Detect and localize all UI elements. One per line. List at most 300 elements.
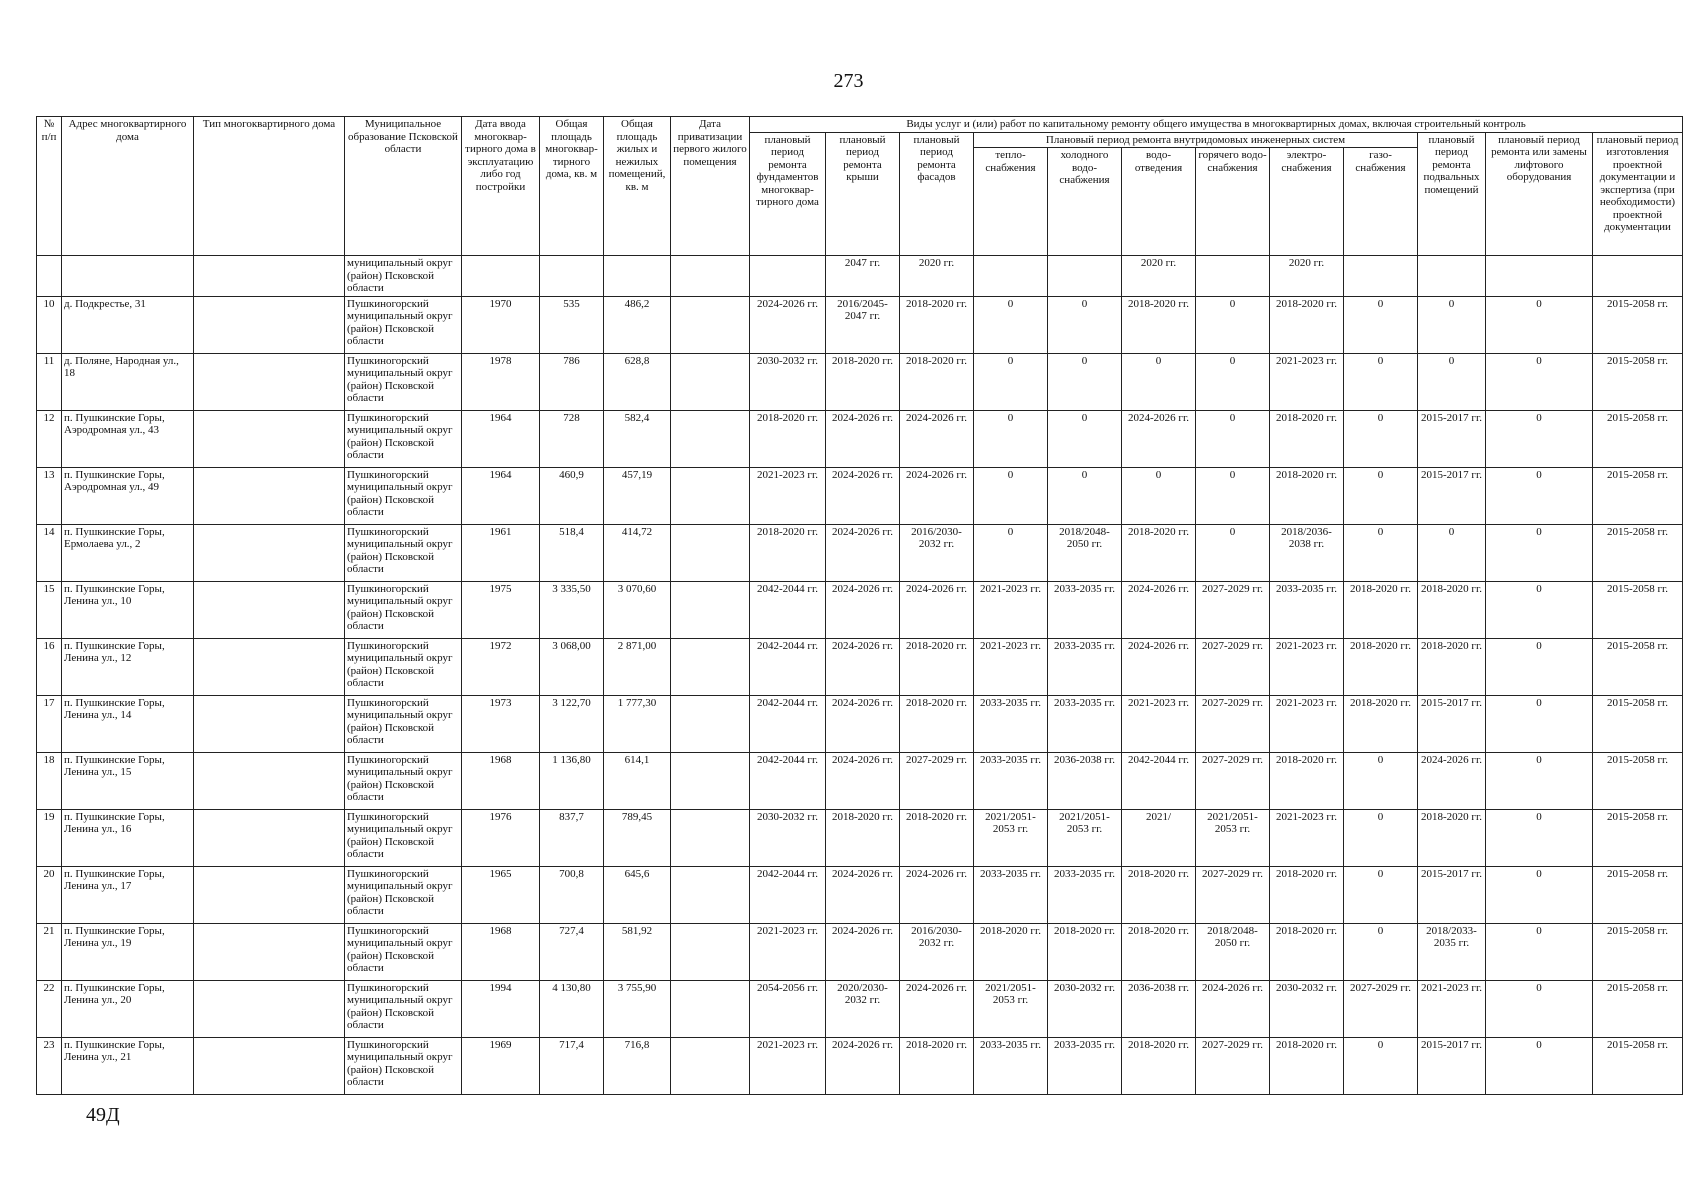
cell-foundation: 2054-2056 гг. <box>750 980 826 1037</box>
cell-total-area: 4 130,80 <box>540 980 604 1037</box>
cell-type <box>194 866 345 923</box>
cell-basement: 2024-2026 гг. <box>1418 752 1486 809</box>
cell-gas: 0 <box>1344 467 1418 524</box>
cell-heat: 2021/2051-2053 гг. <box>974 809 1048 866</box>
cell-elevator: 0 <box>1486 296 1593 353</box>
cell-foundation: 2030-2032 гг. <box>750 809 826 866</box>
table-row <box>37 866 1683 923</box>
cell-elevator: 0 <box>1486 1037 1593 1094</box>
cell-design: 2015-2058 гг. <box>1593 866 1683 923</box>
cell-basement: 2018-2020 гг. <box>1418 638 1486 695</box>
table-row <box>37 353 1683 410</box>
cell-address: п. Пушкинские Горы, Ленина ул., 20 <box>62 980 194 1037</box>
cell-living-area: 614,1 <box>604 752 671 809</box>
cell-basement: 2015-2017 гг. <box>1418 467 1486 524</box>
cell-privatization <box>671 866 750 923</box>
document-code: 49Д <box>86 1104 120 1126</box>
table-row <box>37 581 1683 638</box>
header-design: плановый период изготовления проектной документации и экспертиза (при необходимости) проектной документации <box>1593 132 1683 256</box>
cell-date: 1978 <box>462 353 540 410</box>
cell-roof: 2024-2026 гг. <box>826 752 900 809</box>
cell-municipality: Пушкиногорский муниципальный округ (район) Псковской области <box>345 809 462 866</box>
cell-drainage: 2020 гг. <box>1122 256 1196 297</box>
cell-total-area: 728 <box>540 410 604 467</box>
table-row <box>37 1037 1683 1094</box>
header-roof: плановый период ремонта крыши <box>826 132 900 256</box>
cell-num: 10 <box>37 296 62 353</box>
cell-electric: 2021-2023 гг. <box>1270 353 1344 410</box>
cell-drainage: 2042-2044 гг. <box>1122 752 1196 809</box>
header-electric: электро-снабжения <box>1270 148 1344 256</box>
cell-privatization <box>671 296 750 353</box>
cell-privatization <box>671 410 750 467</box>
cell-address: п. Пушкинские Горы, Ленина ул., 19 <box>62 923 194 980</box>
header-cold-water: холодного водо-снабжения <box>1048 148 1122 256</box>
cell-facade: 2018-2020 гг. <box>900 1037 974 1094</box>
cell-municipality: Пушкиногорский муниципальный округ (район) Псковской области <box>345 410 462 467</box>
table-row <box>37 524 1683 581</box>
cell-num: 11 <box>37 353 62 410</box>
cell-gas: 0 <box>1344 809 1418 866</box>
capital-repair-table <box>36 116 1683 1095</box>
cell-cold-water: 2021/2051-2053 гг. <box>1048 809 1122 866</box>
cell-living-area: 581,92 <box>604 923 671 980</box>
header-systems: Плановый период ремонта внутридомовых инженерных систем <box>974 132 1418 148</box>
cell-hot-water: 2018/2048-2050 гг. <box>1196 923 1270 980</box>
cell-total-area: 460,9 <box>540 467 604 524</box>
cell-living-area: 628,8 <box>604 353 671 410</box>
cell-address: д. Подкрестье, 31 <box>62 296 194 353</box>
cell-elevator: 0 <box>1486 809 1593 866</box>
cell-roof: 2018-2020 гг. <box>826 809 900 866</box>
cell-elevator: 0 <box>1486 752 1593 809</box>
cell-num: 16 <box>37 638 62 695</box>
cell-design: 2015-2058 гг. <box>1593 296 1683 353</box>
cell-num: 22 <box>37 980 62 1037</box>
cell-roof: 2020/2030-2032 гг. <box>826 980 900 1037</box>
table-row <box>37 809 1683 866</box>
cell-date: 1975 <box>462 581 540 638</box>
table-row <box>37 923 1683 980</box>
cell-hot-water: 2024-2026 гг. <box>1196 980 1270 1037</box>
cell-elevator: 0 <box>1486 923 1593 980</box>
cell-drainage: 2018-2020 гг. <box>1122 1037 1196 1094</box>
cell-gas: 0 <box>1344 923 1418 980</box>
cell-basement: 2021-2023 гг. <box>1418 980 1486 1037</box>
cell-elevator: 0 <box>1486 353 1593 410</box>
cell-roof: 2024-2026 гг. <box>826 638 900 695</box>
cell-municipality: Пушкиногорский муниципальный округ (район) Псковской области <box>345 467 462 524</box>
cell-roof: 2024-2026 гг. <box>826 581 900 638</box>
cell-gas: 2018-2020 гг. <box>1344 581 1418 638</box>
cell-elevator: 0 <box>1486 695 1593 752</box>
cell-hot-water: 2027-2029 гг. <box>1196 1037 1270 1094</box>
cell-municipality: Пушкиногорский муниципальный округ (район) Псковской области <box>345 1037 462 1094</box>
cell-cold-water: 2033-2035 гг. <box>1048 695 1122 752</box>
cell-municipality: Пушкиногорский муниципальный округ (район) Псковской области <box>345 353 462 410</box>
cell-elevator: 0 <box>1486 980 1593 1037</box>
cell-drainage: 2018-2020 гг. <box>1122 866 1196 923</box>
cell-address: п. Пушкинские Горы, Ленина ул., 12 <box>62 638 194 695</box>
cell-heat: 0 <box>974 353 1048 410</box>
cell-num: 19 <box>37 809 62 866</box>
cell-total-area: 3 068,00 <box>540 638 604 695</box>
cell-privatization <box>671 752 750 809</box>
cell-roof: 2024-2026 гг. <box>826 1037 900 1094</box>
cell-total-area: 700,8 <box>540 866 604 923</box>
cell-foundation: 2042-2044 гг. <box>750 866 826 923</box>
cell-date: 1968 <box>462 752 540 809</box>
cell-facade: 2024-2026 гг. <box>900 980 974 1037</box>
cell-num: 23 <box>37 1037 62 1094</box>
cell-total-area: 717,4 <box>540 1037 604 1094</box>
cell-elevator: 0 <box>1486 524 1593 581</box>
header-foundation: плановый период ремонта фундаментов многоквар-тирного дома <box>750 132 826 256</box>
cell-heat: 0 <box>974 524 1048 581</box>
continuation-row <box>37 256 1683 297</box>
cell-living-area: 3 070,60 <box>604 581 671 638</box>
cell-facade: 2024-2026 гг. <box>900 866 974 923</box>
cell-municipality: Пушкиногорский муниципальный округ (район) Псковской области <box>345 980 462 1037</box>
cell-facade: 2016/2030-2032 гг. <box>900 524 974 581</box>
header-privatization: Дата приватизации первого жилого помещения <box>671 117 750 256</box>
cell-total-area: 727,4 <box>540 923 604 980</box>
cell-municipality: Пушкиногорский муниципальный округ (район) Псковской области <box>345 638 462 695</box>
cell-privatization <box>671 524 750 581</box>
cell-cold-water: 2033-2035 гг. <box>1048 638 1122 695</box>
header-gas: газо-снабжения <box>1344 148 1418 256</box>
cell-heat: 0 <box>974 296 1048 353</box>
cell-electric: 2033-2035 гг. <box>1270 581 1344 638</box>
cell-privatization <box>671 467 750 524</box>
header-date: Дата ввода многоквар-тирного дома в эксплуатацию либо год постройки <box>462 117 540 256</box>
cell-foundation: 2021-2023 гг. <box>750 467 826 524</box>
cell-basement: 2018/2033-2035 гг. <box>1418 923 1486 980</box>
cell-roof: 2016/2045-2047 гг. <box>826 296 900 353</box>
cell-type <box>194 353 345 410</box>
cell-address: п. Пушкинские Горы, Аэродромная ул., 43 <box>62 410 194 467</box>
cell-foundation: 2021-2023 гг. <box>750 923 826 980</box>
cell-heat: 2021-2023 гг. <box>974 581 1048 638</box>
cell-num: 12 <box>37 410 62 467</box>
cell-total-area: 3 122,70 <box>540 695 604 752</box>
cell-type <box>194 980 345 1037</box>
header-municipality: Муниципальное образование Псковской области <box>345 117 462 256</box>
cell-total-area: 786 <box>540 353 604 410</box>
cell-address: п. Пушкинские Горы, Ленина ул., 14 <box>62 695 194 752</box>
cell-type <box>194 638 345 695</box>
cell-design: 2015-2058 гг. <box>1593 752 1683 809</box>
cell-living-area: 789,45 <box>604 809 671 866</box>
cell-heat: 0 <box>974 467 1048 524</box>
cell-living-area: 716,8 <box>604 1037 671 1094</box>
cell-living-area: 486,2 <box>604 296 671 353</box>
cell-municipality: Пушкиногорский муниципальный округ (район) Псковской области <box>345 866 462 923</box>
cell-date: 1973 <box>462 695 540 752</box>
cell-electric: 2021-2023 гг. <box>1270 809 1344 866</box>
cell-privatization <box>671 353 750 410</box>
cell-cold-water: 2018/2048-2050 гг. <box>1048 524 1122 581</box>
cell-cold-water: 2030-2032 гг. <box>1048 980 1122 1037</box>
table-row <box>37 695 1683 752</box>
cell-hot-water: 0 <box>1196 467 1270 524</box>
cell-drainage: 2021-2023 гг. <box>1122 695 1196 752</box>
cell-design: 2015-2058 гг. <box>1593 809 1683 866</box>
cell-cold-water: 2033-2035 гг. <box>1048 866 1122 923</box>
cell-foundation: 2042-2044 гг. <box>750 581 826 638</box>
cell-address: п. Пушкинские Горы, Ленина ул., 10 <box>62 581 194 638</box>
cell-date: 1969 <box>462 1037 540 1094</box>
cell-drainage: 2018-2020 гг. <box>1122 524 1196 581</box>
cell-privatization <box>671 695 750 752</box>
cell-basement: 0 <box>1418 296 1486 353</box>
cell-basement: 2015-2017 гг. <box>1418 1037 1486 1094</box>
cell-electric: 2020 гг. <box>1270 256 1344 297</box>
cell-foundation: 2021-2023 гг. <box>750 1037 826 1094</box>
cell-basement: 2015-2017 гг. <box>1418 410 1486 467</box>
cell-type <box>194 695 345 752</box>
cell-roof: 2024-2026 гг. <box>826 410 900 467</box>
cell-heat: 2033-2035 гг. <box>974 866 1048 923</box>
page-number: 273 <box>833 70 864 92</box>
cell-living-area: 3 755,90 <box>604 980 671 1037</box>
cell-roof: 2024-2026 гг. <box>826 467 900 524</box>
cell-living-area: 582,4 <box>604 410 671 467</box>
cell-num: 15 <box>37 581 62 638</box>
header-num: № п/п <box>37 117 62 256</box>
cell-basement: 2018-2020 гг. <box>1418 809 1486 866</box>
cell-cold-water: 2036-2038 гг. <box>1048 752 1122 809</box>
cell-drainage: 2018-2020 гг. <box>1122 923 1196 980</box>
cell-drainage: 2024-2026 гг. <box>1122 638 1196 695</box>
cell-design: 2015-2058 гг. <box>1593 695 1683 752</box>
cell-basement: 2018-2020 гг. <box>1418 581 1486 638</box>
cell-drainage: 2021/ <box>1122 809 1196 866</box>
cell-facade: 2016/2030-2032 гг. <box>900 923 974 980</box>
cell-privatization <box>671 1037 750 1094</box>
cell-elevator: 0 <box>1486 638 1593 695</box>
cell-drainage: 0 <box>1122 353 1196 410</box>
cell-total-area: 1 136,80 <box>540 752 604 809</box>
cell-date: 1964 <box>462 410 540 467</box>
cell-hot-water: 2027-2029 гг. <box>1196 695 1270 752</box>
cell-date: 1994 <box>462 980 540 1037</box>
cell-foundation: 2018-2020 гг. <box>750 410 826 467</box>
table-row <box>37 467 1683 524</box>
cell-date: 1961 <box>462 524 540 581</box>
cell-gas: 0 <box>1344 866 1418 923</box>
cell-privatization <box>671 581 750 638</box>
cell-hot-water: 2027-2029 гг. <box>1196 638 1270 695</box>
cell-type <box>194 410 345 467</box>
cell-hot-water: 0 <box>1196 353 1270 410</box>
cell-basement: 0 <box>1418 524 1486 581</box>
table-row <box>37 752 1683 809</box>
cell-basement: 0 <box>1418 353 1486 410</box>
cell-num: 21 <box>37 923 62 980</box>
cell-electric: 2030-2032 гг. <box>1270 980 1344 1037</box>
table-row <box>37 980 1683 1037</box>
cell-address: п. Пушкинские Горы, Ленина ул., 15 <box>62 752 194 809</box>
cell-elevator: 0 <box>1486 467 1593 524</box>
cell-elevator: 0 <box>1486 866 1593 923</box>
cell-gas: 2018-2020 гг. <box>1344 638 1418 695</box>
table-row <box>37 638 1683 695</box>
cell-cold-water: 0 <box>1048 353 1122 410</box>
cell-drainage: 2036-2038 гг. <box>1122 980 1196 1037</box>
cell-electric: 2018-2020 гг. <box>1270 467 1344 524</box>
cell-facade: 2018-2020 гг. <box>900 353 974 410</box>
header-address: Адрес многоквартирного дома <box>62 117 194 256</box>
cell-hot-water: 0 <box>1196 524 1270 581</box>
cell-num: 17 <box>37 695 62 752</box>
cell-facade: 2020 гг. <box>900 256 974 297</box>
cell-design: 2015-2058 гг. <box>1593 410 1683 467</box>
header-hot-water: горячего водо-снабжения <box>1196 148 1270 256</box>
cell-municipality: муниципальный округ (район) Псковской области <box>345 256 462 297</box>
cell-cold-water: 2018-2020 гг. <box>1048 923 1122 980</box>
cell-electric: 2021-2023 гг. <box>1270 638 1344 695</box>
cell-facade: 2018-2020 гг. <box>900 638 974 695</box>
cell-privatization <box>671 638 750 695</box>
cell-hot-water: 0 <box>1196 410 1270 467</box>
cell-elevator: 0 <box>1486 410 1593 467</box>
cell-gas: 0 <box>1344 410 1418 467</box>
cell-facade: 2027-2029 гг. <box>900 752 974 809</box>
header-services: Виды услуг и (или) работ по капитальному ремонту общего имущества в многоквартирных домах, включая строительный контроль <box>750 117 1683 133</box>
cell-electric: 2018-2020 гг. <box>1270 866 1344 923</box>
cell-heat: 2021-2023 гг. <box>974 638 1048 695</box>
cell-drainage: 2018-2020 гг. <box>1122 296 1196 353</box>
cell-gas: 2027-2029 гг. <box>1344 980 1418 1037</box>
header-heat: тепло-снабжения <box>974 148 1048 256</box>
cell-municipality: Пушкиногорский муниципальный округ (район) Псковской области <box>345 923 462 980</box>
cell-roof: 2024-2026 гг. <box>826 923 900 980</box>
cell-heat: 2033-2035 гг. <box>974 1037 1048 1094</box>
cell-type <box>194 1037 345 1094</box>
header-total-area: Общая площадь многоквар-тирного дома, кв. м <box>540 117 604 256</box>
cell-electric: 2018-2020 гг. <box>1270 1037 1344 1094</box>
cell-hot-water: 2021/2051-2053 гг. <box>1196 809 1270 866</box>
cell-type <box>194 752 345 809</box>
cell-date: 1965 <box>462 866 540 923</box>
cell-type <box>194 923 345 980</box>
cell-gas: 0 <box>1344 296 1418 353</box>
cell-roof: 2047 гг. <box>826 256 900 297</box>
cell-address: п. Пушкинские Горы, Ленина ул., 17 <box>62 866 194 923</box>
cell-address: д. Поляне, Народная ул., 18 <box>62 353 194 410</box>
cell-basement: 2015-2017 гг. <box>1418 695 1486 752</box>
cell-foundation: 2042-2044 гг. <box>750 638 826 695</box>
cell-privatization <box>671 980 750 1037</box>
cell-heat: 2033-2035 гг. <box>974 752 1048 809</box>
cell-gas: 0 <box>1344 353 1418 410</box>
cell-gas: 0 <box>1344 1037 1418 1094</box>
cell-date: 1964 <box>462 467 540 524</box>
table-row <box>37 410 1683 467</box>
cell-design: 2015-2058 гг. <box>1593 524 1683 581</box>
cell-drainage: 0 <box>1122 467 1196 524</box>
cell-design: 2015-2058 гг. <box>1593 353 1683 410</box>
cell-hot-water: 2027-2029 гг. <box>1196 752 1270 809</box>
cell-municipality: Пушкиногорский муниципальный округ (район) Псковской области <box>345 524 462 581</box>
cell-type <box>194 581 345 638</box>
cell-date: 1976 <box>462 809 540 866</box>
cell-hot-water: 2027-2029 гг. <box>1196 581 1270 638</box>
cell-living-area: 1 777,30 <box>604 695 671 752</box>
cell-total-area: 837,7 <box>540 809 604 866</box>
cell-electric: 2018-2020 гг. <box>1270 752 1344 809</box>
cell-heat: 2021/2051-2053 гг. <box>974 980 1048 1037</box>
cell-cold-water: 0 <box>1048 467 1122 524</box>
cell-design: 2015-2058 гг. <box>1593 638 1683 695</box>
cell-foundation: 2030-2032 гг. <box>750 353 826 410</box>
header-basement: плановый период ремонта подвальных помещений <box>1418 132 1486 256</box>
cell-facade: 2018-2020 гг. <box>900 809 974 866</box>
cell-heat: 0 <box>974 410 1048 467</box>
header-facade: плановый период ремонта фасадов <box>900 132 974 256</box>
cell-gas: 0 <box>1344 524 1418 581</box>
cell-facade: 2018-2020 гг. <box>900 695 974 752</box>
cell-date: 1970 <box>462 296 540 353</box>
cell-facade: 2024-2026 гг. <box>900 410 974 467</box>
cell-num: 20 <box>37 866 62 923</box>
cell-facade: 2024-2026 гг. <box>900 467 974 524</box>
cell-date: 1972 <box>462 638 540 695</box>
cell-address: п. Пушкинские Горы, Аэродромная ул., 49 <box>62 467 194 524</box>
header-living-area: Общая площадь жилых и нежилых помещений, кв. м <box>604 117 671 256</box>
cell-foundation: 2042-2044 гг. <box>750 752 826 809</box>
cell-electric: 2018-2020 гг. <box>1270 410 1344 467</box>
table-row <box>37 296 1683 353</box>
cell-living-area: 414,72 <box>604 524 671 581</box>
cell-hot-water: 2027-2029 гг. <box>1196 866 1270 923</box>
cell-roof: 2018-2020 гг. <box>826 353 900 410</box>
cell-electric: 2018/2036-2038 гг. <box>1270 524 1344 581</box>
cell-roof: 2024-2026 гг. <box>826 524 900 581</box>
cell-facade: 2018-2020 гг. <box>900 296 974 353</box>
cell-cold-water: 2033-2035 гг. <box>1048 1037 1122 1094</box>
cell-design: 2015-2058 гг. <box>1593 581 1683 638</box>
cell-facade: 2024-2026 гг. <box>900 581 974 638</box>
cell-electric: 2021-2023 гг. <box>1270 695 1344 752</box>
cell-type <box>194 467 345 524</box>
cell-num: 14 <box>37 524 62 581</box>
cell-address: п. Пушкинские Горы, Ленина ул., 21 <box>62 1037 194 1094</box>
cell-type <box>194 809 345 866</box>
cell-electric: 2018-2020 гг. <box>1270 296 1344 353</box>
cell-num: 18 <box>37 752 62 809</box>
cell-roof: 2024-2026 гг. <box>826 695 900 752</box>
cell-gas: 0 <box>1344 752 1418 809</box>
header-elevator: плановый период ремонта или замены лифтового оборудования <box>1486 132 1593 256</box>
cell-municipality: Пушкиногорский муниципальный округ (район) Псковской области <box>345 695 462 752</box>
cell-design: 2015-2058 гг. <box>1593 467 1683 524</box>
cell-total-area: 3 335,50 <box>540 581 604 638</box>
cell-heat: 2033-2035 гг. <box>974 695 1048 752</box>
cell-basement: 2015-2017 гг. <box>1418 866 1486 923</box>
cell-hot-water: 0 <box>1196 296 1270 353</box>
cell-total-area: 518,4 <box>540 524 604 581</box>
cell-design: 2015-2058 гг. <box>1593 980 1683 1037</box>
cell-address: п. Пушкинские Горы, Ермолаева ул., 2 <box>62 524 194 581</box>
cell-design: 2015-2058 гг. <box>1593 923 1683 980</box>
cell-foundation: 2024-2026 гг. <box>750 296 826 353</box>
header-type: Тип многоквартирного дома <box>194 117 345 256</box>
cell-address: п. Пушкинские Горы, Ленина ул., 16 <box>62 809 194 866</box>
cell-municipality: Пушкиногорский муниципальный округ (район) Псковской области <box>345 752 462 809</box>
cell-privatization <box>671 923 750 980</box>
